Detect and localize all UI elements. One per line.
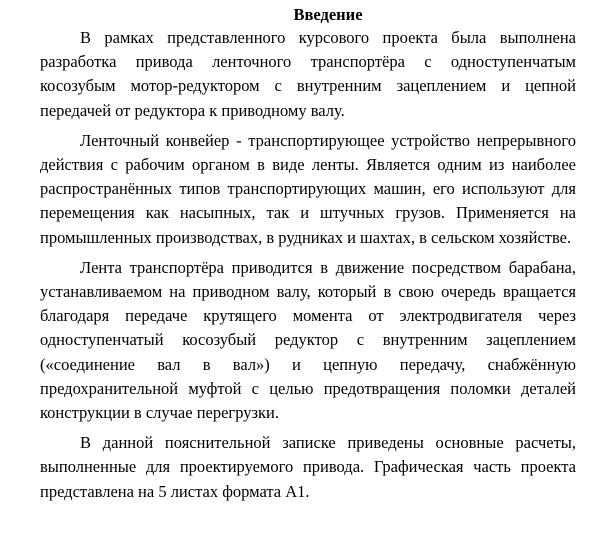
paragraph-note-summary: В данной пояснительной записке приведены основные расчеты, выполненные для проектируемого привода. Графическая часть проекта представлена на 5 листах формата А1. xyxy=(40,433,576,501)
paragraph-conveyor-definition: Ленточный конвейер - транспортирующее устройство непрерывного действия с рабочим органом в виде ленты. Является одним из наиболее распространённых типов транспортирующих машин, его используют для перемещения как насыпных, так и штучных грузов. Применяется на промышленных производствах, в рудниках и шахтах, в сельском хозяйстве. xyxy=(40,130,576,247)
paragraph-intro: В рамках представленного курсового проекта была выполнена разработка привода ленточного транспортёра с одноступенчатым косозубым мотор-редуктором с внутренним зацеплением и цепной передачей от редуктора к приводному валу. xyxy=(40,28,576,120)
document-title: Введение xyxy=(293,5,363,24)
paragraph-drive-description: Лента транспортёра приводится в движение посредством барабана, устанавливаемом на приводном валу, который в свою очередь вращается благодаря передаче крутящего момента от электродвигателя через одноступенчатый косозубый редуктор с внутренним зацеплением («соединение вал в вал») и цепную передачу, снабжённую предохранительной муфтой с целью предотвращения поломки деталей конструкции в случае перегрузки. xyxy=(40,257,576,423)
document-page xyxy=(40,4,576,510)
